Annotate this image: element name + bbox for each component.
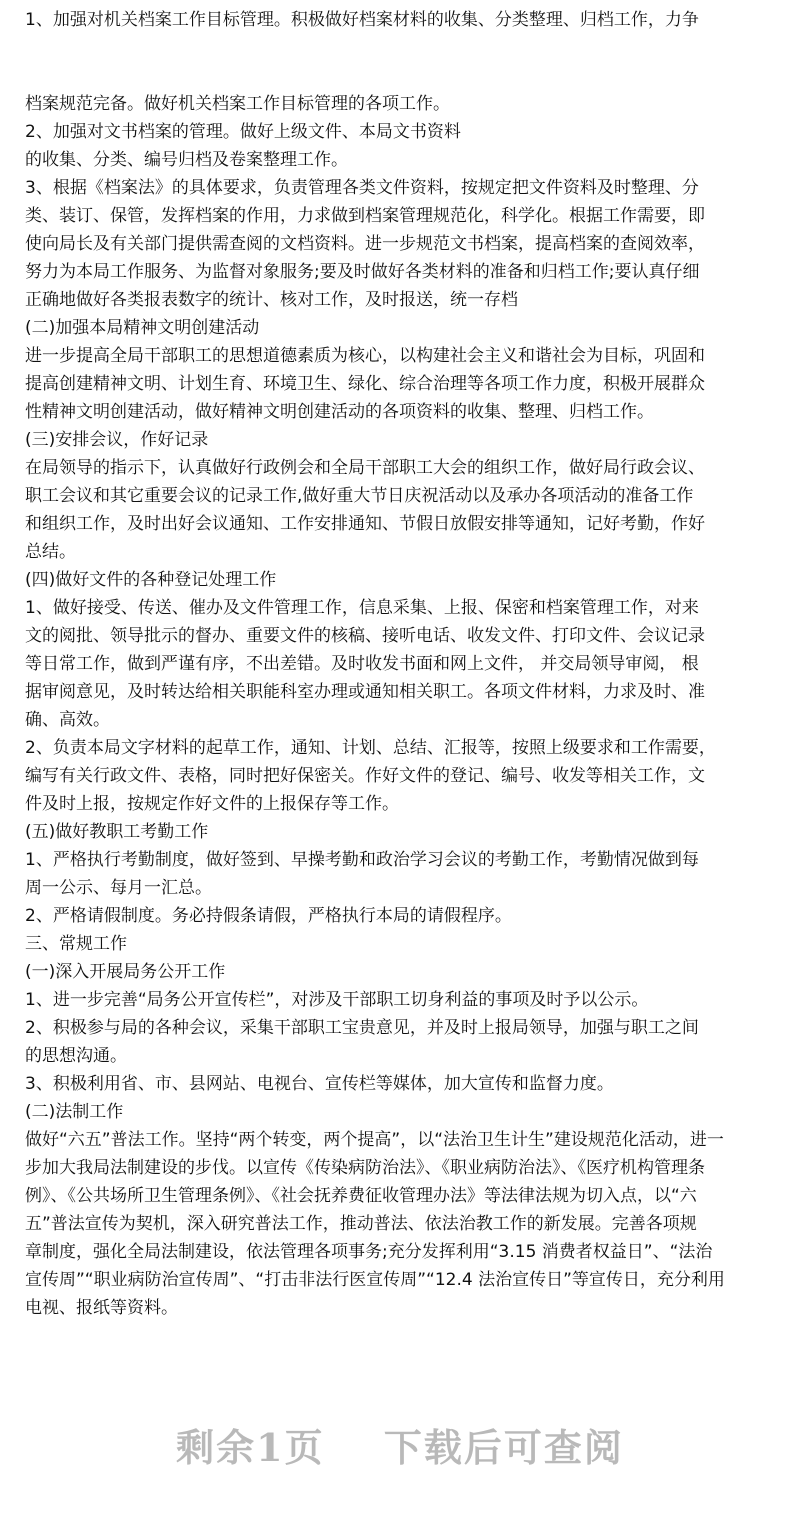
text-line: 编写有关行政文件、表格，同时把好保密关。作好文件的登记、编号、收发等相关工作，文 [25,766,705,786]
section-heading: (三)安排会议，作好记录 [25,430,209,450]
text-line: 提高创建精神文明、计划生育、环境卫生、绿化、综合治理等各项工作力度，积极开展群众 [25,374,705,394]
text-line: 的收集、分类、编号归档及卷案整理工作。 [25,150,348,170]
text-line: 使向局长及有关部门提供需查阅的文档资料。进一步规范文书档案，提高档案的查阅效率， [25,234,705,254]
text-line: 周一公示、每月一汇总。 [25,878,212,898]
text-line: 做好“六五”普法工作。坚持“两个转变，两个提高”，以“法治卫生计生”建设规范化活动，进一 [25,1130,724,1150]
text-line: 正确地做好各类报表数字的统计、核对工作，及时报送，统一存档 [25,290,518,310]
text-line: 进一步提高全局干部职工的思想道德素质为核心，以构建社会主义和谐社会为目标，巩固和 [25,346,705,366]
section-heading: (五)做好教职工考勤工作 [25,822,209,842]
section-heading: (二)法制工作 [25,1102,124,1122]
text-line: 1、进一步完善“局务公开宣传栏”，对涉及干部职工切身利益的事项及时予以公示。 [25,990,649,1010]
text-line: 件及时上报，按规定作好文件的上报保存等工作。 [25,794,399,814]
text-line: 2、严格请假制度。务必持假条请假，严格执行本局的请假程序。 [25,906,512,926]
text-line: 确、高效。 [25,710,110,730]
download-to-view-text: 下载后可查阅 [383,1425,624,1470]
text-line: 在局领导的指示下，认真做好行政例会和全局干部职工大会的组织工作，做好局行政会议、 [25,458,705,478]
text-line: 宣传周”“职业病防治宣传周”、“打击非法行医宣传周”“12.4 法治宣传日”等宣传日，充分利用 [25,1270,725,1290]
text-line: 档案规范完备。做好机关档案工作目标管理的各项工作。 [25,94,450,114]
text-line: 章制度，强化全局法制建设，依法管理各项事务;充分发挥利用“3.15 消费者权益日”、“法治 [25,1242,713,1262]
text-line: 据审阅意见，及时转达给相关职能科室办理或通知相关职工。各项文件材料，力求及时、准 [25,682,705,702]
text-line: 努力为本局工作服务、为监督对象服务;要及时做好各类材料的准备和归档工作;要认真仔细 [25,262,700,282]
text-line: 五”普法宣传为契机，深入研究普法工作，推动普法、依法治教工作的新发展。完善各项规 [25,1214,697,1234]
remaining-pages-text: 剩余1页 [176,1425,325,1470]
section-heading: (二)加强本局精神文明创建活动 [25,318,260,338]
section-heading: 三、常规工作 [25,934,127,954]
text-line: 1、严格执行考勤制度，做好签到、早操考勤和政治学习会议的考勤工作，考勤情况做到每 [25,850,699,870]
text-line: 文的阅批、领导批示的督办、重要文件的核稿、接听电话、收发文件、打印文件、会议记录 [25,626,705,646]
download-prompt-banner[interactable] [0,1416,800,1480]
text-line: 性精神文明创建活动，做好精神文明创建活动的各项资料的收集、整理、归档工作。 [25,402,654,422]
text-line: 步加大我局法制建设的步伐。以宣传《传染病防治法》、《职业病防治法》、《医疗机构管理条 [25,1158,705,1178]
text-line: 例》、《公共场所卫生管理条例》、《社会抚养费征收管理办法》等法律法规为切入点，以“六 [25,1186,697,1206]
section-heading: (一)深入开展局务公开工作 [25,962,226,982]
text-line: 类、装订、保管，发挥档案的作用，力求做到档案管理规范化，科学化。根据工作需要，即 [25,206,705,226]
text-line: 1、加强对机关档案工作目标管理。积极做好档案材料的收集、分类整理、归档工作，力争 [25,10,699,30]
text-line: 1、做好接受、传送、催办及文件管理工作，信息采集、上报、保密和档案管理工作，对来 [25,598,699,618]
text-line: 3、根据《档案法》的具体要求，负责管理各类文件资料，按规定把文件资料及时整理、分 [25,178,699,198]
text-line: 2、加强对文书档案的管理。做好上级文件、本局文书资料 [25,122,461,142]
text-line: 电视、报纸等资料。 [25,1298,178,1318]
section-heading: (四)做好文件的各种登记处理工作 [25,570,277,590]
text-line: 等日常工作，做到严谨有序，不出差错。及时收发书面和网上文件， 并交局领导审阅， 根 [25,654,699,674]
text-line: 和组织工作，及时出好会议通知、工作安排通知、节假日放假安排等通知，记好考勤，作好 [25,514,705,534]
text-line: 2、负责本局文字材料的起草工作，通知、计划、总结、汇报等，按照上级要求和工作需要， [25,738,716,758]
text-line: 的思想沟通。 [25,1046,127,1066]
text-line: 2、积极参与局的各种会议，采集干部职工宝贵意见，并及时上报局领导，加强与职工之间 [25,1018,699,1038]
text-line: 3、积极利用省、市、县网站、电视台、宣传栏等媒体，加大宣传和监督力度。 [25,1074,614,1094]
text-line: 总结。 [25,542,76,562]
text-line: 职工会议和其它重要会议的记录工作,做好重大节日庆祝活动以及承办各项活动的准备工作 [25,486,694,506]
